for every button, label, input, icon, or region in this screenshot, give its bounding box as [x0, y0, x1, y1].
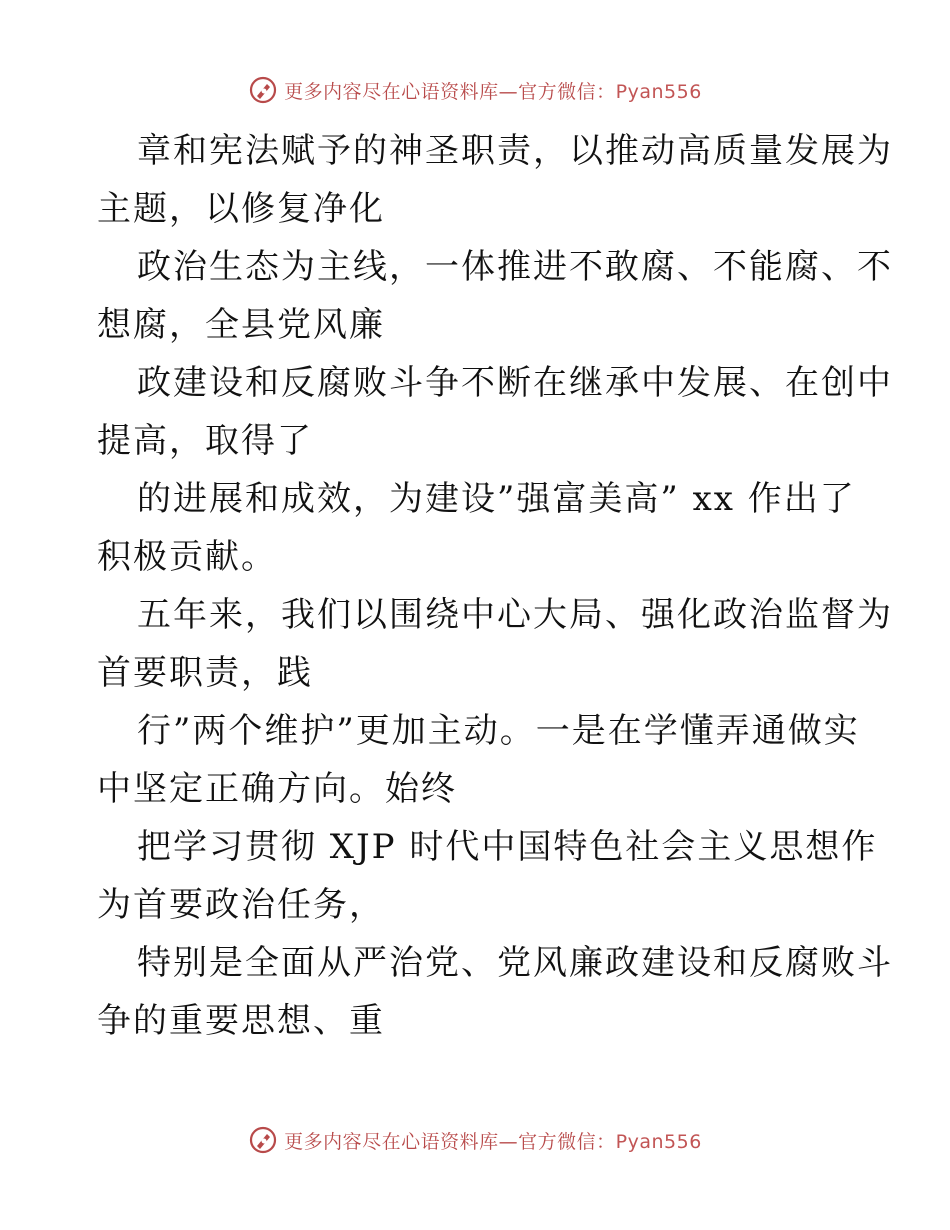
text-line: 积极贡献。 — [97, 537, 277, 577]
text-line: 主题，以修复净化 — [97, 189, 385, 229]
text-line: 首要职责，践 — [97, 653, 313, 693]
text-line: 特别是全面从严治党、党风廉政建设和反腐败斗 — [137, 943, 893, 983]
text-line: 为首要政治任务， — [97, 885, 385, 925]
header-watermark — [0, 72, 950, 108]
text-line: 提高，取得了 — [97, 421, 313, 461]
watermark-handle: Pyan556 — [615, 80, 702, 103]
pen-nib-logo-icon — [248, 1125, 278, 1155]
document-body — [97, 122, 893, 1050]
footer-watermark — [0, 1122, 950, 1158]
watermark-text — [284, 1127, 702, 1154]
watermark-prefix: 更多内容尽在心语资料库—官方微信： — [284, 80, 616, 103]
text-line: 行”两个维护”更加主动。一是在学懂弄通做实 — [137, 711, 860, 751]
watermark-handle: Pyan556 — [615, 1130, 702, 1153]
text-line: 把学习贯彻 XJP 时代中国特色社会主义思想作 — [137, 827, 878, 867]
text-line: 章和宪法赋予的神圣职责，以推动高质量发展为 — [137, 131, 893, 171]
text-line: 想腐，全县党风廉 — [97, 305, 385, 345]
text-line: 政治生态为主线，一体推进不敢腐、不能腐、不 — [137, 247, 893, 287]
text-line: 中坚定正确方向。始终 — [97, 769, 457, 809]
watermark-text — [284, 77, 702, 104]
text-line: 争的重要思想、重 — [97, 1001, 385, 1041]
watermark-prefix: 更多内容尽在心语资料库—官方微信： — [284, 1130, 616, 1153]
text-line: 的进展和成效，为建设”强富美高” xx 作出了 — [137, 479, 856, 519]
pen-nib-logo-icon — [248, 75, 278, 105]
text-line: 政建设和反腐败斗争不断在继承中发展、在创中 — [137, 363, 893, 403]
text-line: 五年来，我们以围绕中心大局、强化政治监督为 — [137, 595, 893, 635]
